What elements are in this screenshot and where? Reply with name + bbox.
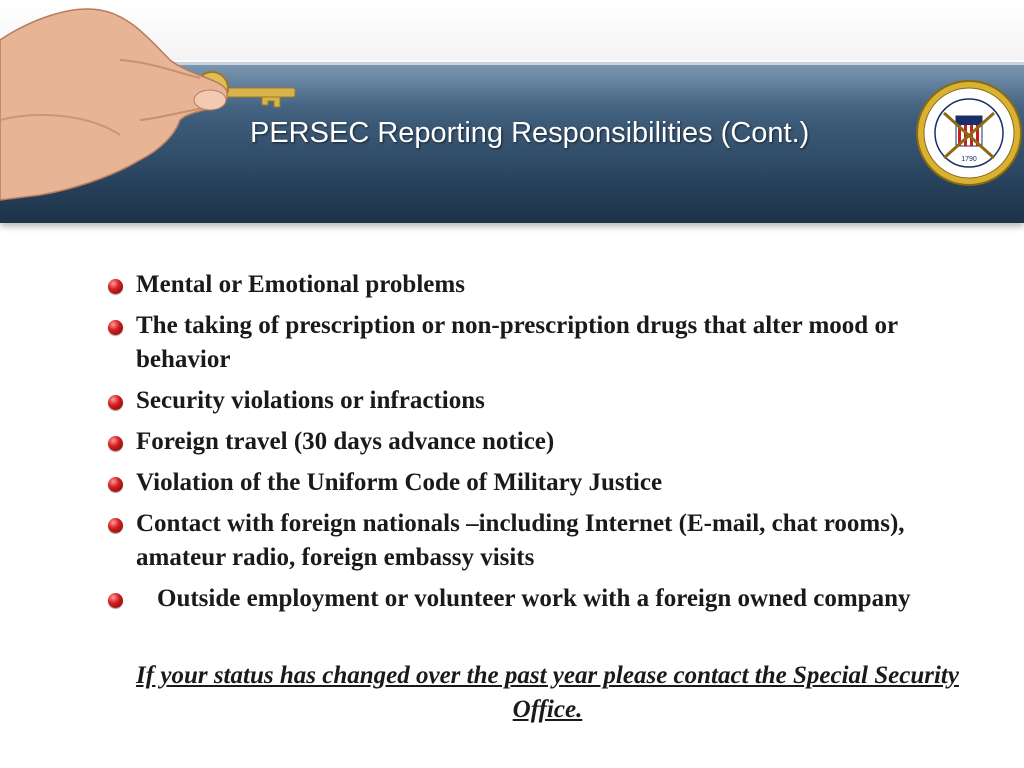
- bullet-text: Violation of the Uniform Code of Military Justice: [136, 469, 663, 496]
- bullet-item: [105, 582, 955, 616]
- bullet-item: [105, 507, 955, 575]
- red-ball-bullet-icon: [108, 518, 123, 533]
- red-ball-bullet-icon: [108, 593, 123, 608]
- bullet-list: [105, 268, 955, 623]
- bullet-text: Outside employment or volunteer work with a foreign owned company: [157, 585, 911, 612]
- coast-guard-seal-icon: [914, 78, 1024, 188]
- bullet-text: Mental or Emotional problems: [136, 271, 465, 298]
- bullet-item: [105, 309, 955, 377]
- slide-title: PERSEC Reporting Responsibilities (Cont.): [250, 117, 810, 149]
- bullet-item: [105, 425, 955, 459]
- hand-with-key-icon: [0, 0, 310, 210]
- footer-note: If your status has changed over the past year please contact the Special Security Office.: [136, 662, 959, 723]
- bullet-text: Security violations or infractions: [136, 387, 485, 414]
- bullet-item: [105, 466, 955, 500]
- bullet-item: [105, 384, 955, 418]
- bullet-item: [105, 268, 955, 302]
- bullet-text: Contact with foreign nationals –including Internet (E-mail, chat rooms), amateur radio, foreign embassy visits: [136, 510, 905, 571]
- red-ball-bullet-icon: [108, 279, 123, 294]
- bullet-text: The taking of prescription or non-prescription drugs that alter mood or behavior: [136, 312, 898, 373]
- red-ball-bullet-icon: [108, 436, 123, 451]
- red-ball-bullet-icon: [108, 477, 123, 492]
- red-ball-bullet-icon: [108, 320, 123, 335]
- bullet-text: Foreign travel (30 days advance notice): [136, 428, 555, 455]
- svg-text:1790: 1790: [961, 156, 977, 163]
- red-ball-bullet-icon: [108, 395, 123, 410]
